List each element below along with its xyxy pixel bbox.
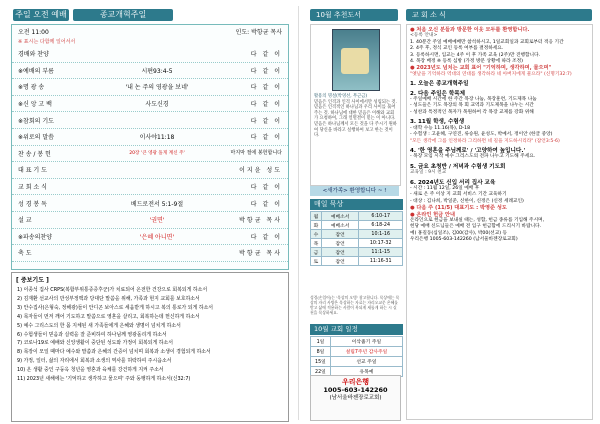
news-line: - 대상 : 김나희, 박일준, 신한이, 신정은 (신정 세례교인): [410, 198, 524, 204]
daily-cell: 11:16-31: [359, 257, 403, 266]
order-item-name: ※명 광 송: [18, 84, 45, 92]
daily-cell: 11:1-15: [359, 248, 403, 257]
news-line: - 수험생 : 고윤혜, 구연진, 류승원, 윤성도, 박예서, 정이안 (한글 중앙): [410, 132, 553, 138]
daily-cell: 목: [311, 239, 322, 248]
news-line: - 목장 모임 시작 예수 그리스도의 전파 나누고 기도해 주세요.: [410, 154, 536, 160]
order-item-name: ※신 앙 고 백: [18, 101, 52, 109]
news-line: 4. '한 영혼을 주님께로' / '고양하여 높입니다.': [410, 147, 526, 154]
standing-note: ※ 표시는 다함께 일어서서: [18, 39, 76, 45]
recommended-book: [310, 24, 401, 186]
order-item-name: 성 경 봉 독: [18, 200, 47, 208]
order-item-name: 찬 송 / 봉 헌: [18, 150, 51, 158]
order-item-title: 시편93:4-5: [141, 67, 173, 75]
order-item: [12, 179, 288, 196]
worship-order: [11, 24, 289, 270]
news-line: - 새로 온 주 이상 지 교회 서비스 기간 교육하기: [410, 192, 507, 198]
worship-time-tab: 주일 오전 예배: [13, 9, 69, 21]
daily-cell: 잠언: [321, 248, 359, 257]
daily-reading-table: [310, 211, 403, 266]
daily-cell: 토: [311, 257, 322, 266]
schedule-cell: 8일: [311, 347, 331, 357]
order-item-person: 다 같 이: [250, 134, 282, 142]
welcome-banner: <새가족> 환영합니다 ~ !: [310, 186, 399, 196]
order-item-person: 박항균 목사: [239, 217, 282, 225]
service-time: 오전 11:00: [18, 29, 49, 36]
news-line: - 성찬과 특정적인 목자가 목원하여 각 목장 교제를 강화 위해: [410, 109, 534, 115]
worship-order-page: [3, 0, 293, 424]
news-line: 2. 4주 후, 정식 교인 등록 여부를 결정하세요.: [410, 46, 504, 52]
schedule-cell: 15일: [311, 357, 331, 367]
order-item-person: 다 같 이: [250, 184, 282, 192]
schedule-cell: 유목예: [330, 367, 402, 377]
news-line: - 성도들은 기도 목장의 목 회 교역과 기도제목을 나누는 시간: [410, 103, 534, 109]
schedule-table: [310, 336, 403, 377]
news-line: 우리은행 1005-603-142260 (남서울바젠장로교회): [410, 237, 518, 243]
daily-cell: 6:18-24: [359, 221, 403, 230]
prayer-list: [12, 286, 288, 384]
prayer-item: 7) 코로나19로 예배와 신앙생활이 중단된 성도와 가정이 회복되게 하소서: [17, 340, 173, 347]
news-page: [307, 0, 597, 424]
news-line: ● 다음 주 (11/5) 대표기도 : 박영준 성도: [410, 205, 507, 212]
daily-row: [311, 230, 403, 239]
schedule-row: [311, 337, 403, 347]
order-item-name: 축 도: [18, 250, 32, 258]
daily-row: [311, 257, 403, 266]
page-divider: [298, 6, 299, 420]
news-line: 교육일 : 9시 천교: [410, 170, 447, 176]
order-item-name: ※위로의 말씀: [18, 134, 54, 142]
book-cover-image: [332, 29, 380, 91]
book-caption: 활용의 명설(박영선, 무근금): [314, 94, 368, 99]
daily-cell: 잠언: [321, 239, 359, 248]
prayer-item: 4) 목자들이 먼저 깨어 기도하고 말씀으로 영혼을 살리고, 회복하는데 헌신하게 하소서: [17, 313, 200, 320]
order-item-person: 이지윤 성도: [239, 167, 282, 175]
order-item-person: 다 같 이: [250, 233, 282, 241]
prayer-item: 3) 안수집사(은형숙, 정해광)들이 안디곤 보아스로 세움받게 하시고 복의 통로가 되게 하소서: [17, 304, 214, 311]
order-item: [12, 79, 288, 96]
daily-row: [311, 239, 403, 248]
daily-cell: 수: [311, 230, 322, 239]
schedule-cell: 1일: [311, 337, 331, 347]
prayer-item: 5) 예수 그리스도의 한 몸 지체된 새 가족들에게 은혜와 생명이 넘치게 하소서: [17, 322, 181, 329]
church-news: [406, 24, 593, 420]
bank-owner: (남서울바젠장로교회): [329, 395, 382, 401]
news-line: 2. 다음 주일은 학목제: [410, 90, 466, 97]
prayer-item: 1) 이종석 집사 CRPS(복합부위통증증후군)가 치료되어 온전한 건강으로 회복되게 하소서: [17, 287, 208, 293]
prayer-box: [11, 272, 289, 422]
schedule-cell: 선교 주일: [330, 357, 402, 367]
schedule-header: 10월 교회 일정: [310, 324, 403, 335]
news-line: 1. 40분간 주일 예배예배만 참석하시고, 1일교회일과 교회로부터 적응 기간: [410, 39, 564, 45]
order-item-name: 경배와 찬양: [18, 51, 49, 59]
prayer-item: 2) 김재환 선교사의 만성부정맥과 당대단 말씀을 위해, 가족과 현지 교회를 보호하소서: [17, 295, 200, 302]
order-item-person: 다 같 이: [250, 117, 282, 125]
daily-cell: 화: [311, 221, 322, 230]
order-item-name: ※파송의찬양: [18, 233, 53, 241]
order-item-name: 교 회 소 식: [18, 184, 47, 192]
news-line: - 주일예배 시간에 한 주간 목장 나눔, 목장훈련, 기도제목 나눔: [410, 97, 537, 103]
order-item: [12, 146, 288, 163]
schedule-cell: 이삭줍기 주일: [330, 337, 402, 347]
order-item-title: 이사야11:18: [139, 134, 175, 142]
news-line: 4. 목장 배정 ※ 등록 심방 (가정 방문 상황에 따라 조정): [410, 59, 523, 65]
news-line: ● 온라인 헌금 안내: [410, 211, 456, 218]
news-line: 온라인으로 헌금을 보내실 때는, 성함, 헌금 종류를 기입해 주시며,: [410, 217, 545, 223]
order-item-title: '권면': [149, 217, 165, 225]
order-item: [12, 229, 288, 246]
schedule-row: [311, 347, 403, 357]
order-item-title: 20장 '큰 영광 돌게 계신 주': [129, 150, 185, 156]
order-item: [12, 63, 288, 80]
news-line: - 시간 : 11월 12일, 26일 예배 후: [410, 185, 480, 191]
daily-cell: 월: [311, 212, 322, 221]
order-item-person: 박항균 목사: [239, 250, 282, 258]
prayer-item: 6) 수험생들이 믿음과 실력을 잘 준비하여 하나님께 영광돌리게 하소서: [17, 331, 167, 338]
order-list: [12, 46, 288, 262]
news-line: 3. 11월 학생, 수험생: [410, 119, 465, 126]
news-line: 헌당 예배 신도님들은 예배 전 입구 헌금함에 드리시기 바랍니다.: [410, 224, 542, 230]
sunday-title-tab: 종교개혁주일: [73, 9, 173, 21]
prayer-item: 10) 온 생활 중인 구둥옥 청년을 영혼과 육체를 강건하게 지켜 주소서: [17, 367, 164, 374]
book-description: 믿음은 인격과 인격 사이에서만 성립되는 것. 믿음은 인격적인 하나님과 우리 사이를 묶어 주는 것. 하나님에 대한 믿음은 이해와 교회가 요청하여, 그래 얼떨결이 믿는 이 아니다. 믿음은 하나님께서 모든 것을 다 주시기 원하여 당신을 바라고 실행하여 보고 한는 것이다.: [314, 99, 397, 139]
book-header: 10월 추천도서: [310, 9, 398, 21]
order-item-title: '은혜 아니면': [139, 233, 175, 241]
order-item-person: 다 같 이: [250, 200, 282, 208]
news-header: 교 회 소 식: [406, 9, 592, 21]
bank-account: 1005-603-142260: [323, 386, 388, 394]
news-line: ● 처음 오신 분들과 방문한 이웃 모두를 환영합니다.: [410, 27, 530, 33]
order-item-person: 다 같 이: [250, 51, 282, 59]
prayer-item: 11) 2023년 새해에는 '기억하고 생각하고 물으며' 주와 동행하게 하소서(신32:7): [17, 376, 191, 383]
news-line: "옛날을 기억하라 역대의 연대를 생각하라 네 아버지에게 물으라" (신명기32:7): [410, 71, 572, 77]
prayer-title: [ 중보기도 ]: [16, 277, 49, 284]
daily-header: 매일 묵상: [310, 199, 403, 210]
order-item-name: ※참회의 기도: [18, 117, 54, 125]
news-line: 예) 홍길동(십일조), 김00(감사), 박00(선교) 등: [410, 230, 508, 236]
order-item: [12, 46, 288, 63]
news-line: 3. 등록하시면, 입교는 4주 이 후 가족 교육 (2주)만 진행합니다.: [410, 52, 541, 58]
order-item-title: 베드로전서 5:1-9절: [130, 200, 184, 208]
prayer-item: 9) 가정, 일터, 삶의 자리에서 회복과 소생의 역사를 허락하여 주시옵소서: [17, 358, 172, 365]
bank-info: [310, 375, 401, 421]
daily-row: [311, 221, 403, 230]
news-line: ● 2023년도 넘치는 교회 표어 "기억하며, 생각하며, 물으며": [410, 65, 552, 72]
daily-row: [311, 248, 403, 257]
daily-cell: 예베소서: [321, 221, 359, 230]
schedule-cell: 22일: [311, 367, 331, 377]
schedule-row: [311, 357, 403, 367]
daily-cell: 예베소서: [321, 212, 359, 221]
news-line: <등록 안내>: [410, 33, 438, 39]
daily-cell: 10:17-32: [359, 239, 403, 248]
news-line: 6. 2024년도 신입 서리 집사 교육: [410, 179, 496, 186]
order-item: [12, 112, 288, 129]
bank-name: 우리은행: [341, 378, 370, 386]
news-line: - 대학 수능 11.16(목), D-18: [410, 125, 471, 131]
order-item-title: 사도신경: [145, 101, 169, 109]
news-line: 1. 오늘은 종교개혁주일: [410, 81, 469, 88]
order-item-person: 마지막 절에 봉헌합니다: [230, 149, 282, 156]
order-item-person: 다 같 이: [250, 101, 282, 109]
order-item-name: 대 표 기 도: [18, 167, 47, 175]
order-item-name: 설 교: [18, 217, 32, 225]
order-item: [12, 162, 288, 179]
daily-row: [311, 212, 403, 221]
order-item: [12, 96, 288, 113]
news-line: 5. 금요 초청반 / 저녁과 수험생 기도회: [410, 163, 506, 170]
schedule-cell: 설립7주년 감사주일: [330, 347, 402, 357]
prayer-item: 8) 목장이 모일 때마다 예수와 말씀과 은혜의 간증이 넘치며 회복과 소생이 경험되게 하소서: [17, 349, 211, 356]
service-leader: 인도: 박항균 목사: [235, 29, 282, 36]
order-item: [12, 129, 288, 146]
order-item-name: ※예배의 부름: [18, 67, 54, 75]
order-item-person: 다 같 이: [250, 67, 282, 75]
daily-cell: 잠언: [321, 257, 359, 266]
daily-cell: 금: [311, 248, 322, 257]
order-item-person: 다 같 이: [250, 84, 282, 92]
order-item: [12, 212, 288, 229]
order-item-title: '내 논 주의 영광을 보네': [125, 84, 189, 92]
order-item: [12, 195, 288, 212]
order-item: [12, 245, 288, 262]
daily-cell: 10:1-16: [359, 230, 403, 239]
daily-cell: 잠언: [321, 230, 359, 239]
daily-note: 성경(손입어)는 '목상의 오병' 참고합니다. 목상에는 목상의 자리 사방은 목상하는 자료는 자리오교문 은혜를 받고 삶에 적용하는 사람이 복되게 새롭게 하는 시 실천을 목상하세요.: [310, 295, 400, 315]
daily-cell: 6:10-17: [359, 212, 403, 221]
news-line: "모든 생각에 그를 인정하라 그리하면 네 길을 지도하시리라" (잠언3:5-6): [410, 138, 560, 144]
